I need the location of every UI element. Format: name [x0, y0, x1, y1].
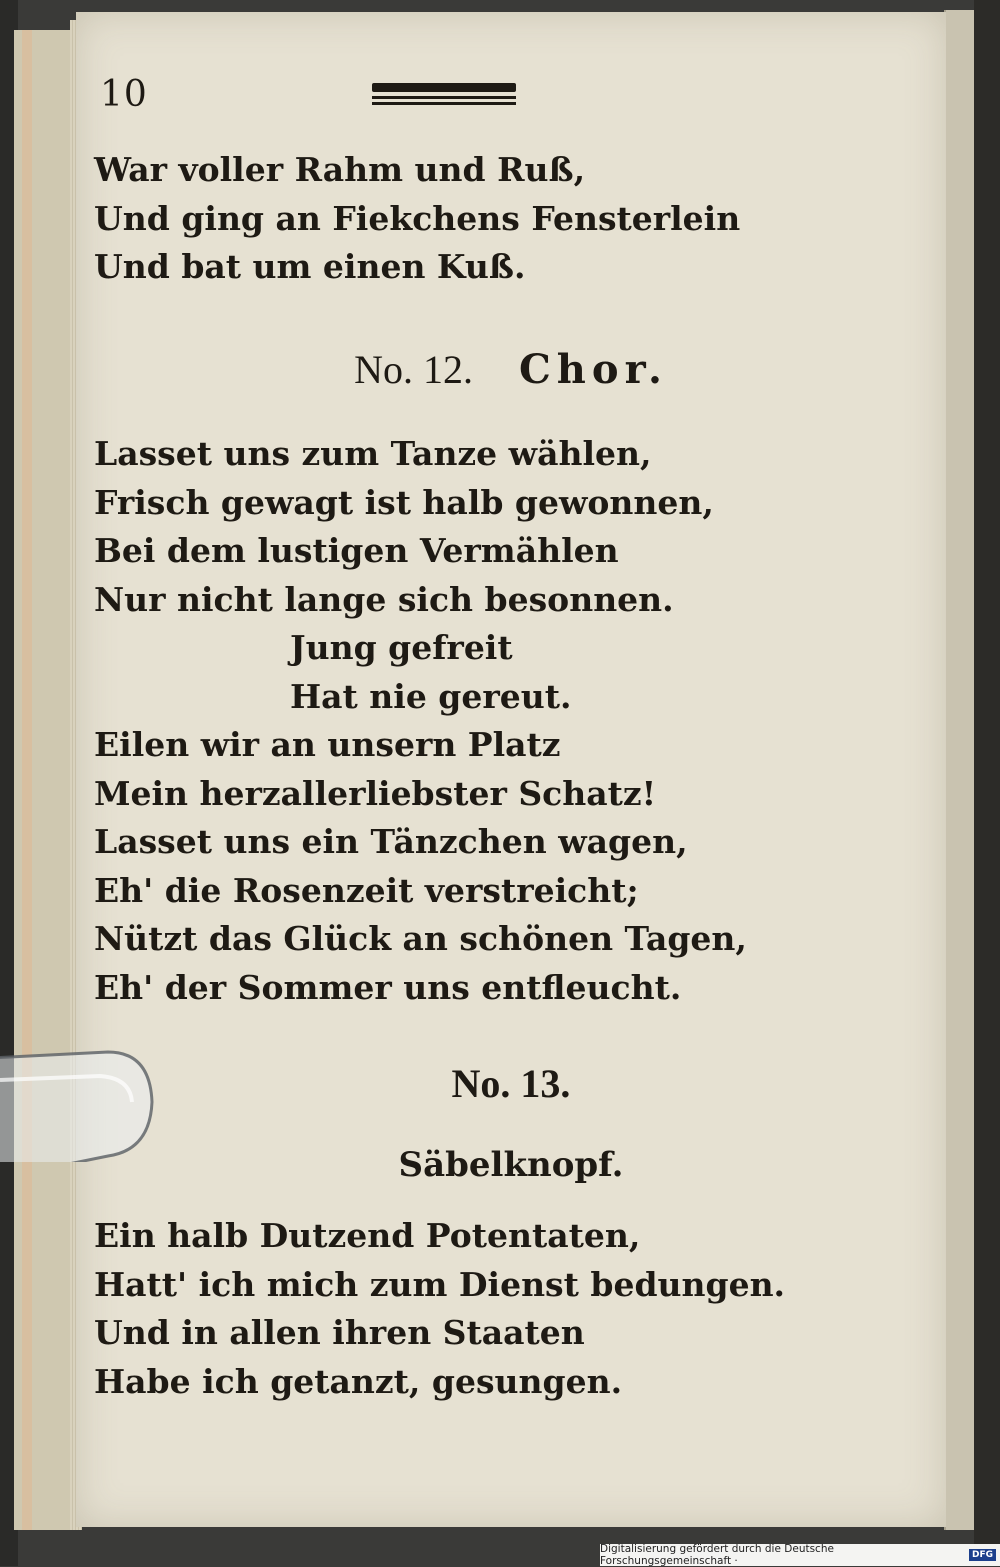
dfg-logo: DFG: [969, 1549, 996, 1561]
verse-line: Eh' die Rosenzeit verstreicht;: [94, 870, 639, 910]
song-12-number: No. 12.: [354, 347, 473, 392]
verse-line: Jung gefreit: [290, 628, 513, 667]
book-cover-right: [944, 10, 976, 1530]
page-number: 10: [100, 74, 148, 115]
intro-stanza: [94, 146, 740, 292]
verse-line: Hat nie gereut.: [290, 676, 572, 716]
verse-line: Eilen wir an unsern Platz: [94, 725, 561, 764]
verse-line: Lasset uns zum Tanze wählen,: [94, 434, 652, 473]
footer-bar: [600, 1544, 1000, 1566]
verse-line: Eh' der Sommer uns entfleucht.: [94, 967, 682, 1007]
song-12-verse: [94, 430, 747, 1012]
verse-line: Hatt' ich mich zum Dienst bedungen.: [94, 1264, 786, 1304]
verse-line: Bei dem lustigen Vermählen: [94, 531, 619, 570]
book-cover-edge: [22, 30, 32, 1530]
song-13-number: No. 13.: [451, 1061, 571, 1106]
song-12-heading: [76, 346, 946, 393]
verse-line: Frisch gewagt ist halb gewonnen,: [94, 482, 714, 522]
verse-line: Und bat um einen Kuß.: [94, 247, 526, 286]
verse-line: Nur nicht lange sich besonnen.: [94, 579, 674, 619]
scan-background-right: [974, 0, 1000, 1566]
verse-line: Mein herzallerliebster Schatz!: [94, 773, 657, 813]
verse-line: Nützt das Glück an schönen Tagen,: [94, 919, 747, 958]
verse-line: War voller Rahm und Ruß,: [94, 150, 586, 189]
header-rule: [372, 83, 516, 105]
footer-credit: Digitalisierung gefördert durch die Deutsche Forschungsgemeinschaft ·: [600, 1543, 834, 1567]
song-12-title: Chor.: [518, 346, 668, 393]
verse-line: Habe ich getanzt, gesungen.: [94, 1361, 623, 1401]
song-13-title: Säbelknopf.: [398, 1145, 624, 1185]
verse-line: Und in allen ihren Staaten: [94, 1313, 585, 1352]
verse-line: Und ging an Fiekchens Fensterlein: [94, 198, 741, 238]
song-13-verse: [94, 1212, 785, 1406]
plastic-clip: [0, 1050, 162, 1162]
verse-line: Ein halb Dutzend Potentaten,: [94, 1216, 641, 1255]
verse-line: Lasset uns ein Tänzchen wagen,: [94, 822, 688, 861]
